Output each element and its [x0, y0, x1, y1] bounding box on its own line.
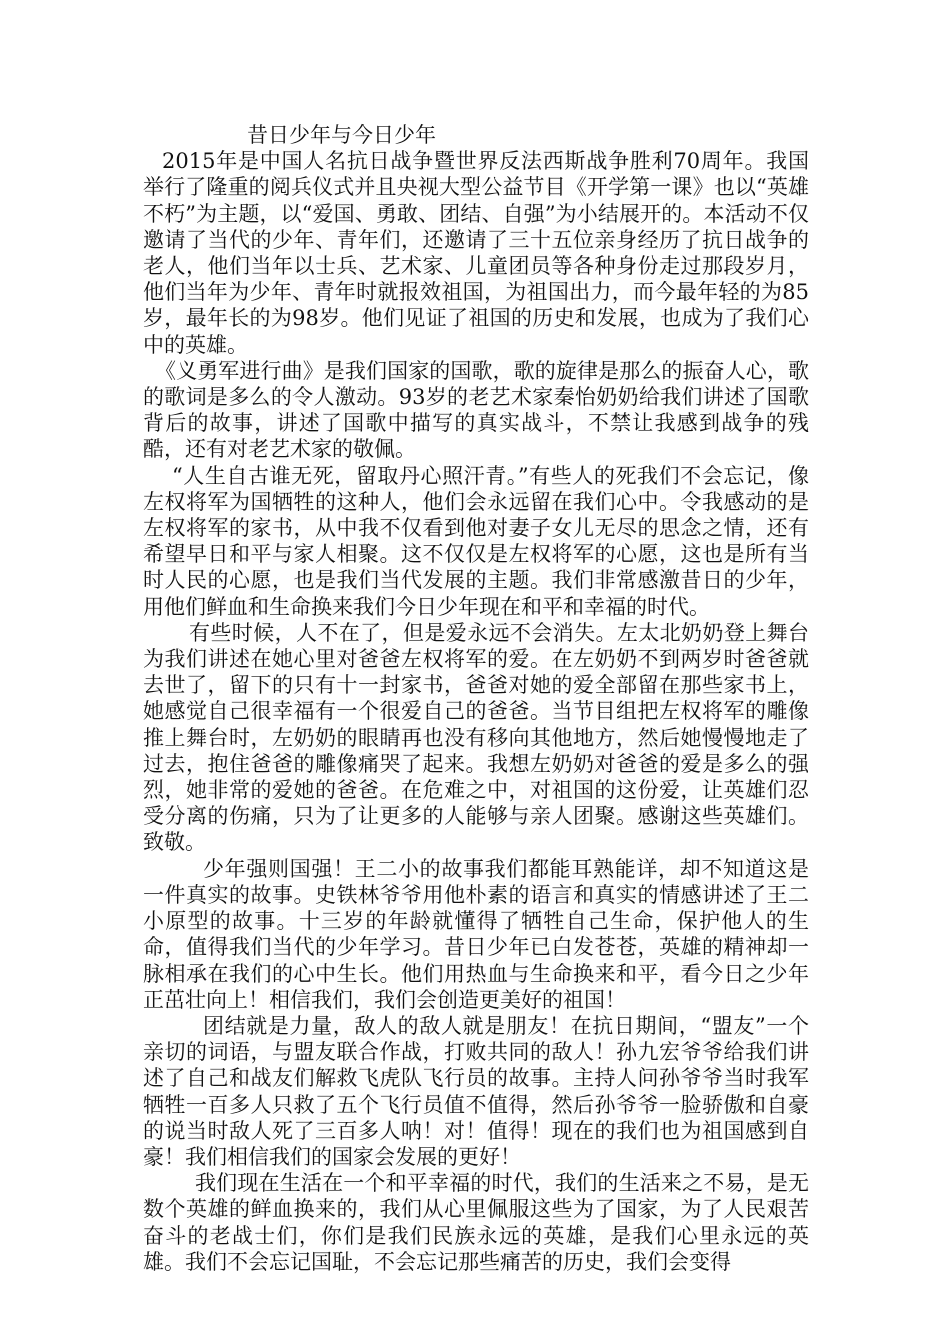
- paragraph-3: “人生自古谁无死，留取丹心照汗青。”有些人的死我们不会忘记，像左权将军为国牺牲的这种人，他们会永远留在我们心中。令我感动的是左权将军的家书，从中我不仅看到他对妻子女儿无尽的思念之情，还有希望早日和平与家人相聚。这不仅仅是左权将军的心愿，这也是所有当时人民的心愿，也是我们当代发展的主题。我们非常感激昔日的少年，用他们鲜血和生命换来我们今日少年现在和平和幸福的时代。: [143, 463, 809, 619]
- paragraph-2: 《义勇军进行曲》是我们国家的国歌，歌的旋律是那么的振奋人心，歌的歌词是多么的令人激动。93岁的老艺术家秦怡奶奶给我们讲述了国歌背后的故事，讲述了国歌中描写的真实战斗，不禁让我感到战争的残酷，还有对老艺术家的敬佩。: [143, 358, 809, 462]
- paragraph-6: 团结就是力量，敌人的敌人就是朋友！在抗日期间，“盟友”一个亲切的词语，与盟友联合作战，打败共同的敌人！孙九宏爷爷给我们讲述了自己和战友们解救飞虎队飞行员的故事。主持人问孙爷爷当时我军牺牲一百多人只救了五个飞行员值不值得，然后孙爷爷一脸骄傲和自豪的说当时敌人死了三百多人呐！对！值得！现在的我们也为祖国感到自豪！我们相信我们的国家会发展的更好！: [143, 1013, 809, 1169]
- paragraph-1: 2015年是中国人名抗日战争暨世界反法西斯战争胜利70周年。我国举行了隆重的阅兵仪式并且央视大型公益节目《开学第一课》也以“英雄不朽”为主题，以“爱国、勇敢、团结、自强”为小结展开的。本活动不仅邀请了当代的少年、青年们，还邀请了三十五位亲身经历了抗日战争的老人，他们当年以士兵、艺术家、儿童团员等各种身份走过那段岁月，他们当年为少年、青年时就报效祖国，为祖国出力，而今最年轻的为85岁，最年长的为98岁。他们见证了祖国的历史和发展，也成为了我们心中的英雄。: [143, 149, 809, 357]
- document-body: [143, 122, 809, 1274]
- paragraph-5: 少年强则国强！王二小的故事我们都能耳熟能详，却不知道这是一件真实的故事。史铁林爷爷用他朴素的语言和真实的情感讲述了王二小原型的故事。十三岁的年龄就懂得了牺牲自己生命，保护他人的生命，值得我们当代的少年学习。昔日少年已白发苍苍，英雄的精神却一脉相承在我们的心中生长。他们用热血与生命换来和平，看今日之少年正茁壮向上！相信我们，我们会创造更美好的祖国！: [143, 856, 809, 1012]
- paragraph-4: 有些时候，人不在了，但是爱永远不会消失。左太北奶奶登上舞台为我们讲述在她心里对爸爸左权将军的爱。在左奶奶不到两岁时爸爸就去世了，留下的只有十一封家书，爸爸对她的爱全部留在那些家书上，她感觉自己很幸福有一个很爱自己的爸爸。当节目组把左权将军的雕像推上舞台时，左奶奶的眼睛再也没有移向其他地方，然后她慢慢地走了过去，抱住爸爸的雕像痛哭了起来。我想左奶奶对爸爸的爱是多么的强烈，她非常的爱她的爸爸。在危难之中，对祖国的这份爱，让英雄们忍受分离的伤痛，只为了让更多的人能够与亲人团聚。感谢这些英雄们。致敬。: [143, 620, 809, 855]
- paragraph-7: 我们现在生活在一个和平幸福的时代，我们的生活来之不易，是无数个英雄的鲜血换来的，我们从心里佩服这些为了国家，为了人民艰苦奋斗的老战士们，你们是我们民族永远的英雄，是我们心里永远的英雄。我们不会忘记国耻，不会忘记那些痛苦的历史，我们会变得: [143, 1171, 809, 1274]
- document-title: 昔日少年与今日少年: [247, 123, 436, 147]
